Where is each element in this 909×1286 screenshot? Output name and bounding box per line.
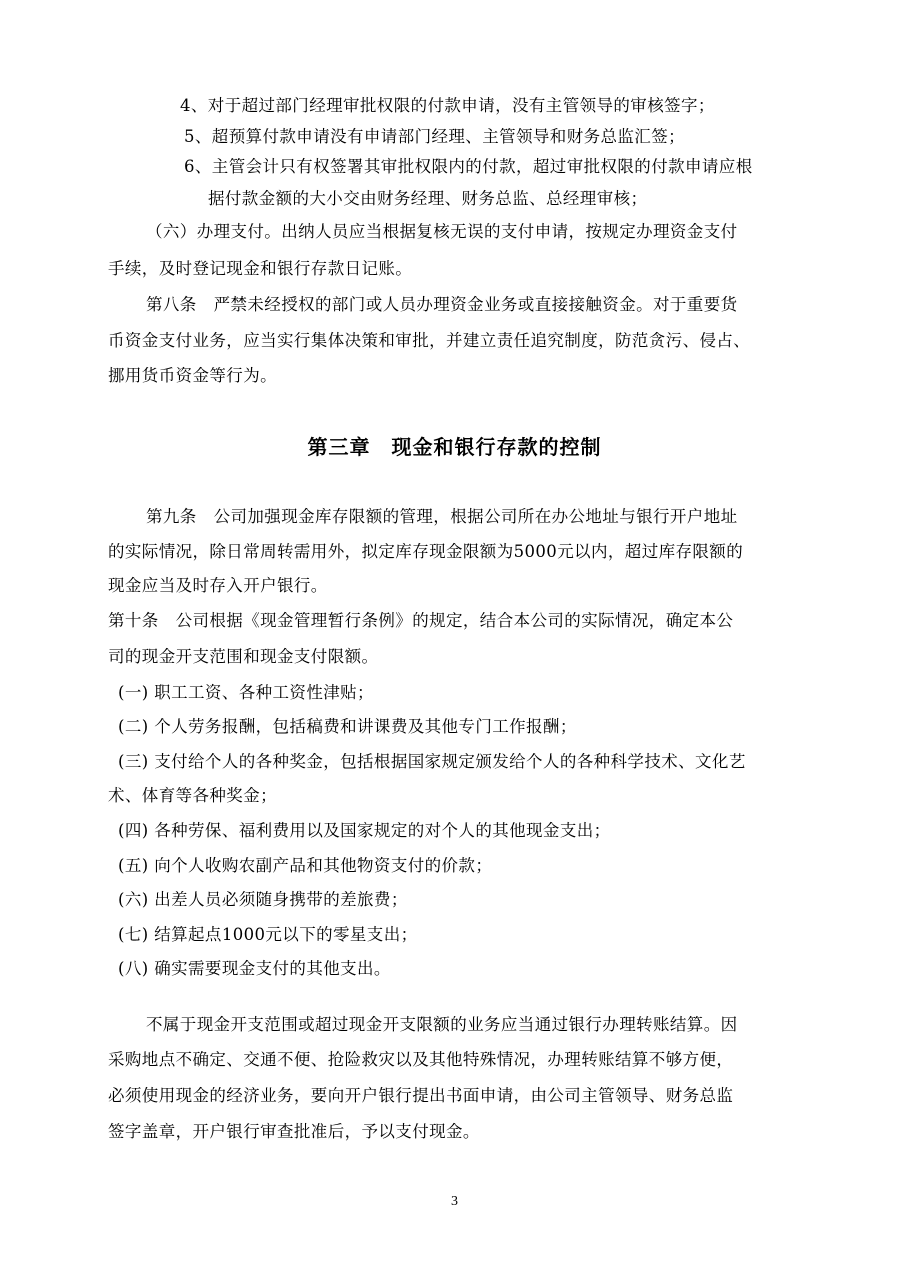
list-item-5: 5、超预算付款申请没有申请部门经理、主管领导和财务总监汇签； [184, 127, 685, 146]
article-10-line: 司的现金开支范围和现金支付限额。 [108, 647, 379, 666]
cash-item: (五) 向个人收购农副产品和其他物资支付的价款； [118, 856, 493, 875]
article-9-line: 的实际情况，除日常周转需用外，拟定库存现金限额为5000元以内，超过库存限额的 [108, 542, 744, 561]
cash-item: (七) 结算起点1000元以下的零星支出； [118, 925, 418, 944]
closing-paragraph-line: 不属于现金开支范围或超过现金开支限额的业务应当通过银行办理转账结算。因 [146, 1015, 738, 1034]
cash-item: 术、体育等各种奖金； [108, 786, 277, 805]
cash-item: (一) 职工工资、各种工资性津贴； [118, 683, 374, 702]
list-item-4: 4、对于超过部门经理审批权限的付款申请，没有主管领导的审核签字； [180, 96, 715, 115]
paragraph-six-line: 手续，及时登记现金和银行存款日记账。 [108, 259, 413, 278]
paragraph-six-line: （六）办理支付。出纳人员应当根据复核无误的支付申请，按规定办理资金支付 [146, 222, 738, 241]
cash-item: (二) 个人劳务报酬，包括稿费和讲课费及其他专门工作报酬； [118, 717, 577, 736]
chapter-title: 第三章 现金和银行存款的控制 [307, 435, 602, 459]
closing-paragraph-line: 采购地点不确定、交通不便、抢险救灾以及其他特殊情况，办理转账结算不够方便， [108, 1050, 734, 1069]
article-8-line: 第八条 严禁未经授权的部门或人员办理资金业务或直接接触资金。对于重要货 [146, 295, 738, 314]
article-9-line: 第九条 公司加强现金库存限额的管理，根据公司所在办公地址与银行开户地址 [146, 507, 738, 526]
page-number: 3 [451, 1194, 458, 1209]
closing-paragraph-line: 必须使用现金的经济业务，要向开户银行提出书面申请，由公司主管领导、财务总监 [108, 1086, 734, 1105]
closing-paragraph-line: 签字盖章，开户银行审查批准后，予以支付现金。 [108, 1122, 480, 1141]
cash-item: (六) 出差人员必须随身携带的差旅费； [118, 890, 408, 909]
article-8-line: 挪用货币资金等行为。 [108, 366, 277, 385]
cash-item: (八) 确实需要现金支付的其他支出。 [118, 959, 391, 978]
list-item-6-continued: 据付款金额的大小交由财务经理、财务总监、总经理审核； [208, 189, 648, 208]
article-10-line: 第十条 公司根据《现金管理暂行条例》的规定，结合本公司的实际情况，确定本公 [108, 611, 734, 630]
cash-item: (三) 支付给个人的各种奖金，包括根据国家规定颁发给个人的各种科学技术、文化艺 [118, 752, 746, 771]
article-9-line: 现金应当及时存入开户银行。 [108, 576, 328, 595]
article-8-line: 币资金支付业务，应当实行集体决策和审批，并建立责任追究制度，防范贪污、侵占、 [108, 331, 751, 350]
list-item-6: 6、主管会计只有权签署其审批权限内的付款，超过审批权限的付款申请应根 [184, 157, 753, 176]
cash-item: (四) 各种劳保、福利费用以及国家规定的对个人的其他现金支出； [118, 821, 611, 840]
